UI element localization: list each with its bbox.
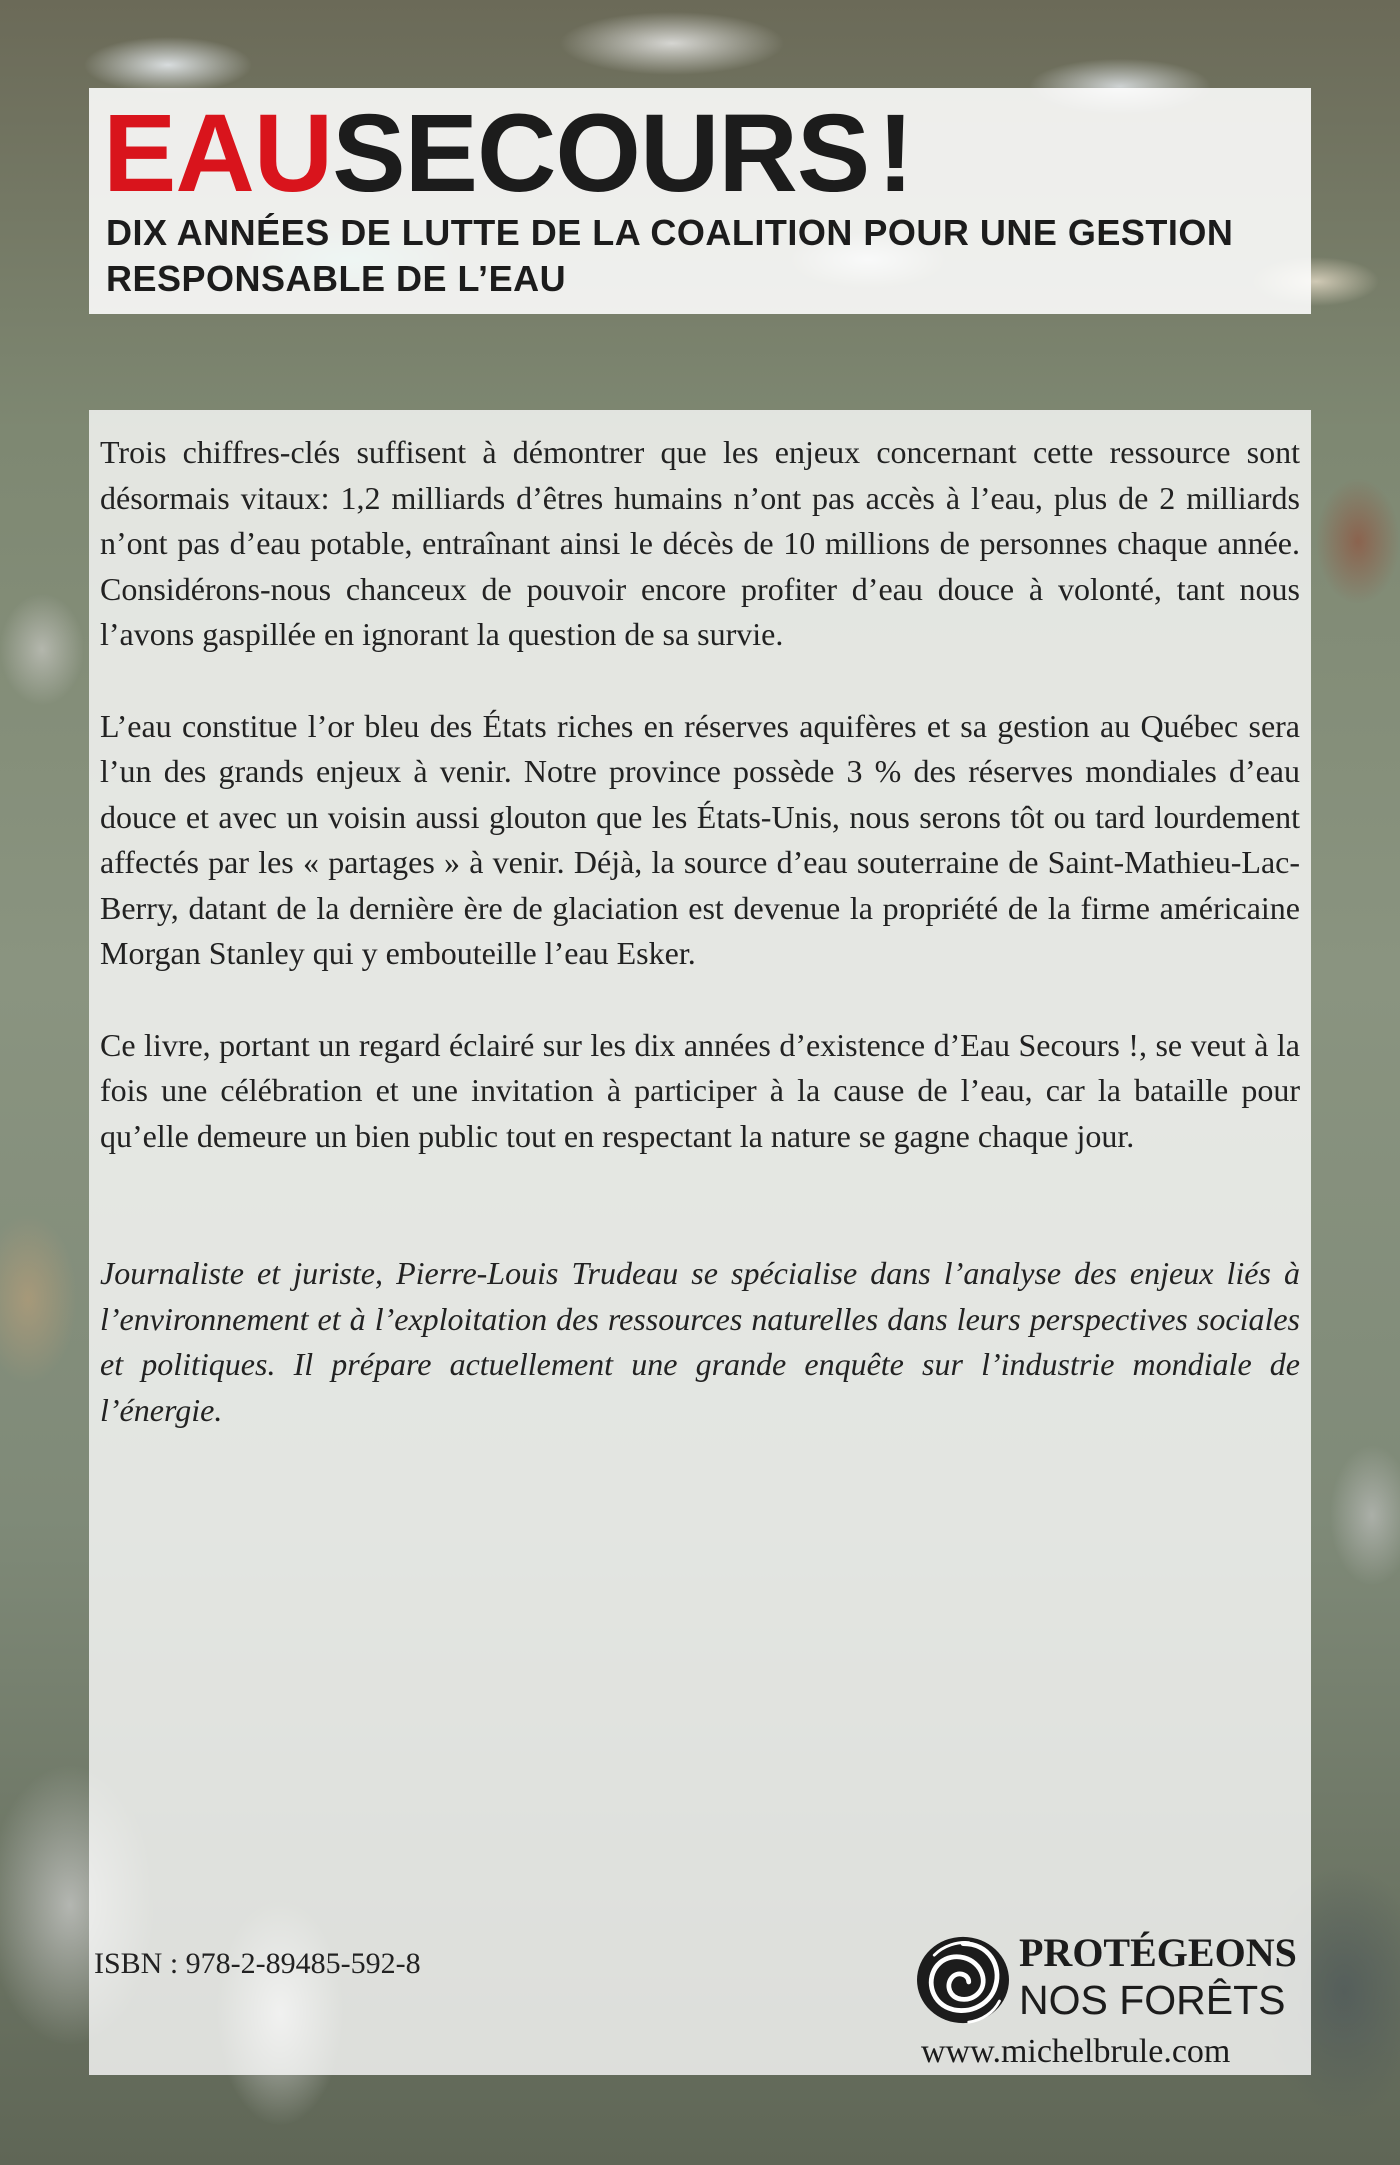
title-part-eau: EAU (103, 92, 333, 215)
logo-text-line2: NOS FORÊTS (1019, 1977, 1286, 2023)
book-title (103, 94, 913, 214)
publisher-website: www.michelbrule.com (921, 2033, 1231, 2070)
logo-text-line1: PROTÉGEONS (1019, 1930, 1297, 1975)
blurb-paragraph-1: Trois chiffres-clés suffisent à démontrer que les enjeux concernant cette ressource sont désormais vitaux: 1,2 milliards d’êtres humains n’ont pas accès à l’eau, plus de 2 milliards n’ont pas d’eau potable, entraînant ainsi le décès de 10 millions de personnes chaque année. Considérons-nous chanceux de pouvoir encore profiter d’eau douce à volonté, tant nous l’avons gaspillée en ignorant la question de sa survie. (100, 434, 1300, 652)
blurb-paragraph-2: L’eau constitue l’or bleu des États riches en réserves aquifères et sa gestion au Québec sera l’un des grands enjeux à venir. Notre province possède 3 % des réserves mondiales d’eau douce et avec un voisin aussi glouton que les États-Unis, nous serons tôt ou tard lourdement affectés par les « partages » à venir. Déjà, la source d’eau souterraine de Saint-Mathieu-Lac-Berry, datant de la dernière ère de glaciation est devenue la propriété de la firme américaine Morgan Stanley qui y embouteille l’eau Esker. (100, 707, 1300, 971)
title-panel (89, 88, 1311, 314)
protegeons-nos-forets-logo (915, 1930, 1305, 2030)
title-part-secours: SECOURS (332, 92, 870, 215)
title-part-exclamation: ! (877, 92, 913, 215)
blurb (100, 430, 1300, 1479)
isbn: ISBN : 978-2-89485-592-8 (94, 1947, 421, 1980)
author-bio: Journaliste et juriste, Pierre-Louis Trudeau se spécialise dans l’analyse des enjeux liés à l’environnement et à l’exploitation des ressources naturelles dans leurs perspectives sociales et politiques. Il prépare actuellement une grande enquête sur l’industrie mondiale de l’énergie. (100, 1255, 1300, 1428)
blurb-paragraph-3: Ce livre, portant un regard éclairé sur les dix années d’existence d’Eau Secours !, se veut à la fois une célébration et une invitation à participer à la cause de l’eau, car la bataille pour qu’elle demeure un bien public tout en respectant la nature se gagne chaque jour. (100, 1026, 1300, 1154)
book-subtitle: DIX ANNÉES DE LUTTE DE LA COALITION POUR UNE GESTION RESPONSABLE DE L’EAU (106, 212, 1234, 299)
back-cover-text-panel (89, 410, 1311, 2075)
swirl-icon (915, 1934, 1011, 2026)
